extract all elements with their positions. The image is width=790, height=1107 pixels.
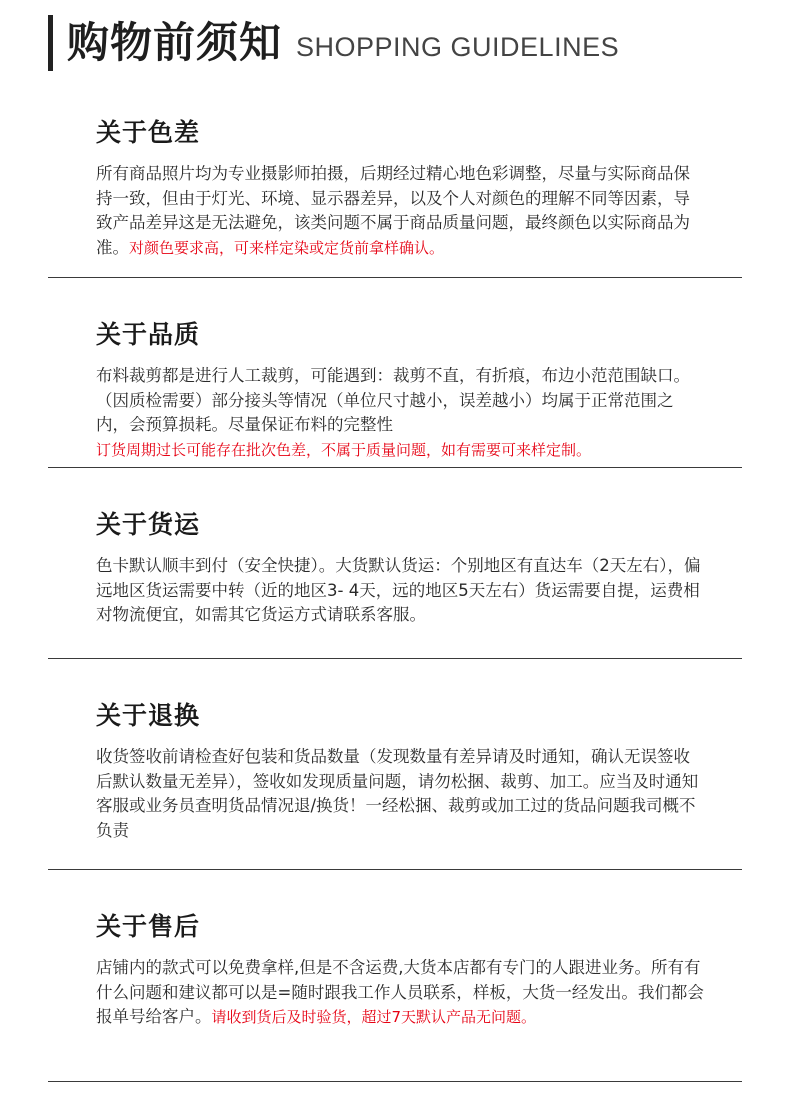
section-body-text: 所有商品照片均为专业摄影师拍摄，后期经过精心地色彩调整，尽量与实际商品保持一致，但由于灯光、环境、显示器差异，以及个人对颜色的理解不同等因素，导致产品差异这是无法避免，该类问题不属于商品质量问题，最终颜色以实际商品为准。 <box>96 164 690 257</box>
section-title: 关于货运 <box>96 510 201 539</box>
section-body <box>96 162 706 260</box>
section-divider <box>48 658 742 659</box>
header-accent-bar <box>48 15 53 71</box>
section-quality <box>96 318 706 462</box>
section-color-difference <box>96 116 706 260</box>
page-subtitle: SHOPPING GUIDELINES <box>296 32 620 62</box>
section-title: 关于色差 <box>96 118 201 147</box>
section-title: 关于品质 <box>96 320 201 349</box>
section-shipping <box>96 508 706 628</box>
section-title: 关于退换 <box>96 701 201 730</box>
section-body: 色卡默认顺丰到付（安全快捷）。大货默认货运：个别地区有直达车（2天左右），偏远地区货运需要中转（近的地区3- 4天，远的地区5天左右）货运需要自提，运费相对物流便宜，如需其它货运方式请联系客服。 <box>96 556 701 624</box>
section-body <box>96 956 706 1030</box>
section-body-text: 布料裁剪都是进行人工裁剪，可能遇到：裁剪不直，有折痕，布边小范范围缺口。（因质检需要）部分接头等情况（单位尺寸越小，误差越小）均属于正常范围之内，会预算损耗。尽量保证布料的完整性 <box>96 366 690 434</box>
section-returns <box>96 699 706 843</box>
section-note: 请收到货后及时验货，超过7天默认产品无问题。 <box>211 1008 537 1026</box>
page-title: 购物前须知 <box>67 18 283 67</box>
section-divider <box>48 467 742 468</box>
section-note: 订货周期过长可能存在批次色差，不属于质量问题，如有需要可来样定制。 <box>96 440 592 459</box>
section-divider <box>48 1081 742 1082</box>
page-header <box>48 14 619 72</box>
section-divider <box>48 277 742 278</box>
section-body <box>96 364 706 462</box>
section-after-sales <box>96 910 706 1030</box>
section-body: 收货签收前请检查好包装和货品数量（发现数量有差异请及时通知，确认无误签收后默认数量无差异），签收如发现质量问题，请勿松捆、裁剪、加工。应当及时通知客服或业务员查明货品情况退/换货！一经松捆、裁剪或加工过的货品问题我司概不负责 <box>96 747 699 840</box>
section-title: 关于售后 <box>96 912 201 941</box>
section-divider <box>48 869 742 870</box>
section-note: 对颜色要求高，可来样定染或定货前拿样确认。 <box>129 238 445 257</box>
section-body-text: 店铺内的款式可以免费拿样,但是不含运费,大货本店都有专门的人跟进业务。所有有什么问题和建议都可以是=随时跟我工作人员联系，样板，大货一经发出。我们都会报单号给客户。 <box>96 958 704 1026</box>
